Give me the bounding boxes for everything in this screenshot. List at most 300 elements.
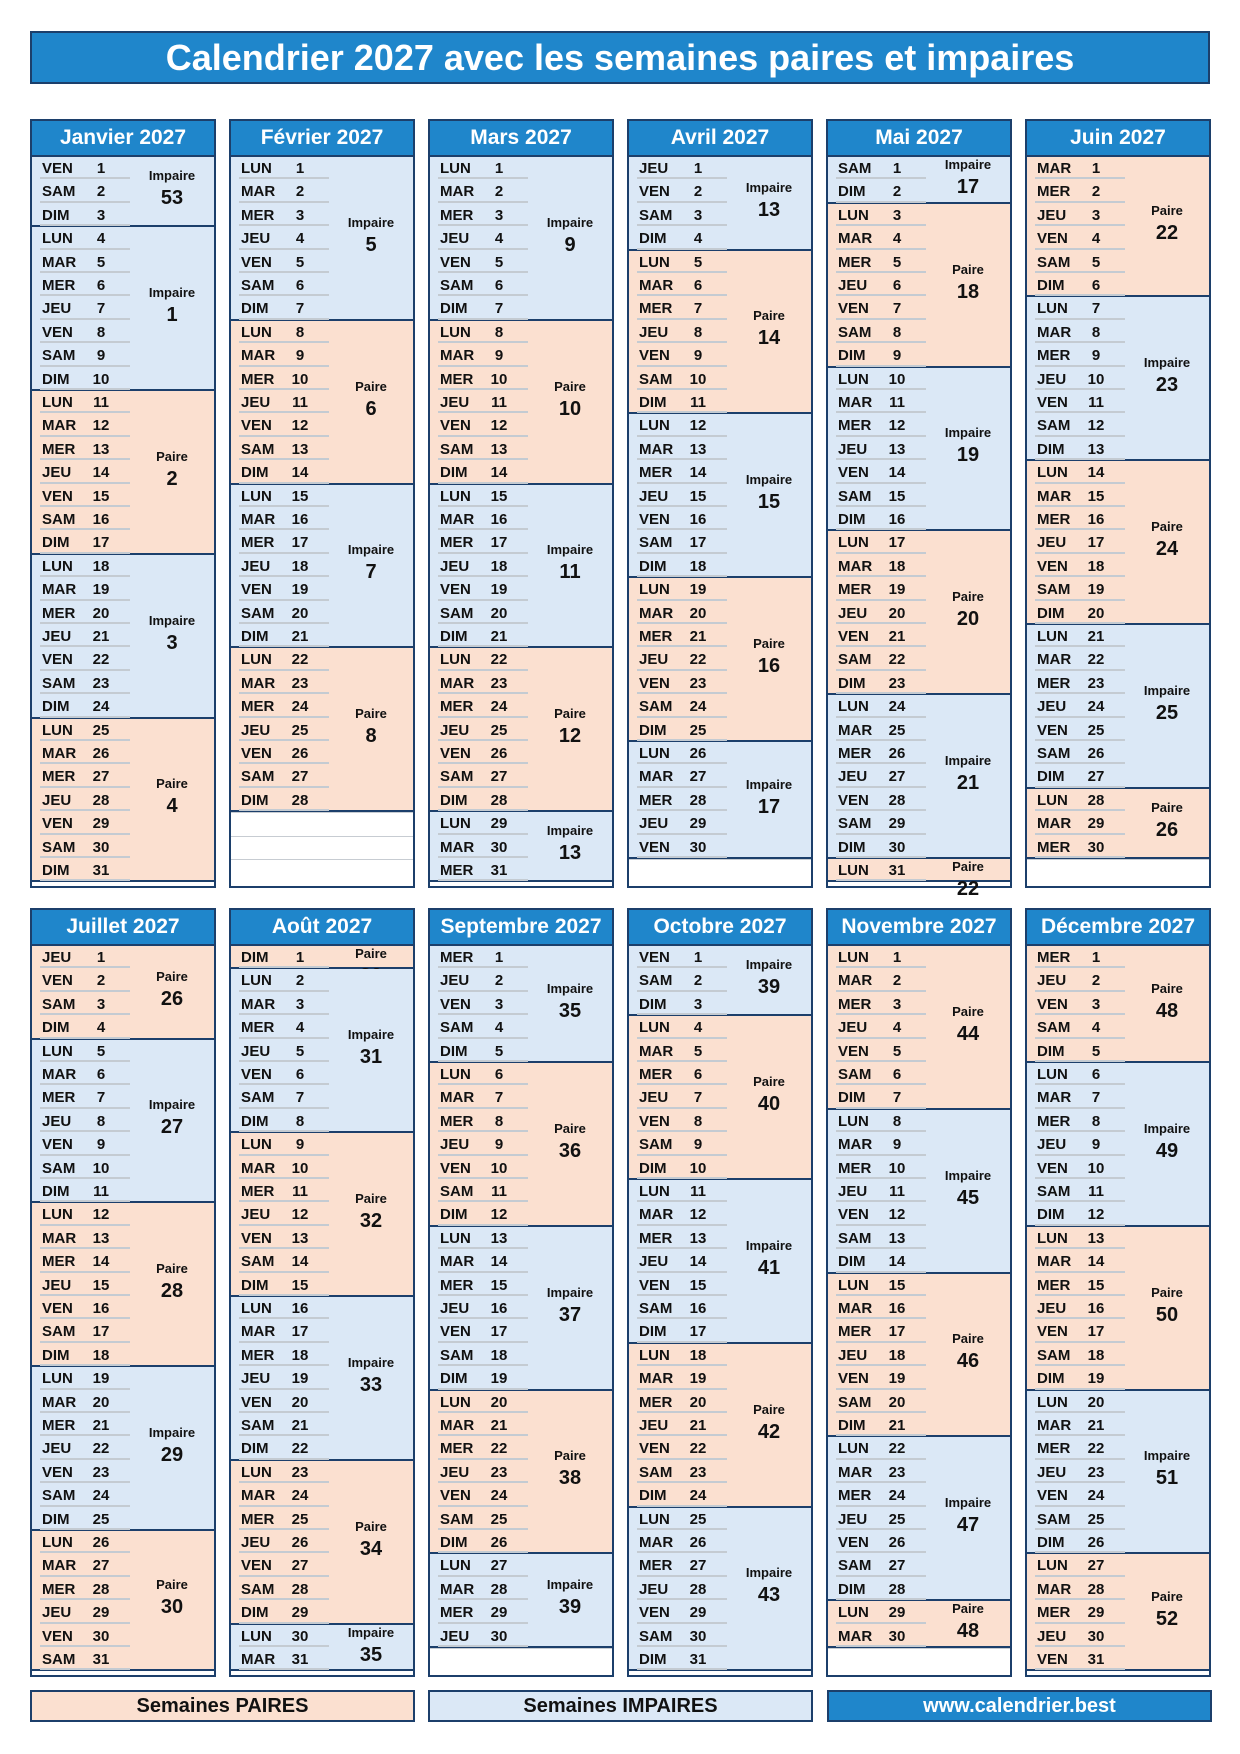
week-number: 2 — [166, 467, 178, 490]
week-parity: Paire — [554, 1120, 586, 1136]
day-number: 2 — [295, 183, 305, 201]
day-row — [1027, 1461, 1125, 1484]
day-underline — [239, 762, 329, 764]
empty-row — [231, 836, 413, 860]
day-name: MAR — [440, 1580, 475, 1598]
day-underline — [40, 575, 130, 577]
day-name: SAM — [241, 1089, 275, 1107]
day-row — [32, 1250, 130, 1273]
day-number: 26 — [490, 1533, 508, 1551]
day-row — [430, 1063, 528, 1086]
week-number: 14 — [757, 327, 781, 350]
day-number: 5 — [295, 1042, 305, 1060]
day-row — [231, 1625, 329, 1648]
day-number: 29 — [689, 815, 707, 833]
day-name: MAR — [639, 1370, 674, 1388]
day-name: MAR — [639, 440, 674, 458]
day-underline — [836, 1177, 926, 1179]
week-parity: Paire — [355, 1191, 387, 1207]
day-underline — [239, 1130, 329, 1132]
day-number: 17 — [888, 1323, 906, 1341]
day-number: 29 — [92, 815, 110, 833]
day-row — [629, 1040, 727, 1063]
day-number: 16 — [490, 1299, 508, 1317]
day-underline — [836, 1200, 926, 1202]
day-underline — [40, 1177, 130, 1179]
week-number: 17 — [956, 176, 980, 198]
day-name: VEN — [1037, 1650, 1068, 1668]
day-name: VEN — [440, 253, 471, 271]
day-number: 21 — [1087, 628, 1105, 645]
day-name: SAM — [1037, 1183, 1071, 1200]
day-name: VEN — [1037, 230, 1068, 248]
day-underline — [40, 599, 130, 601]
day-row — [32, 1086, 130, 1109]
day-number: 15 — [490, 487, 508, 505]
day-name: DIM — [440, 464, 468, 482]
week-number: 33 — [359, 1373, 383, 1396]
day-name: DIM — [42, 861, 70, 879]
day-underline — [836, 645, 926, 647]
day-row — [828, 1414, 926, 1437]
week-number: 24 — [1155, 538, 1179, 561]
day-name: SAM — [440, 768, 474, 786]
day-number: 18 — [291, 1346, 309, 1364]
day-name: JEU — [838, 276, 868, 294]
week-number: 28 — [160, 1280, 184, 1303]
day-underline — [239, 271, 329, 273]
day-number: 5 — [96, 253, 106, 271]
day-row — [32, 368, 130, 391]
week-parity: Paire — [1151, 980, 1183, 996]
day-row — [32, 1227, 130, 1250]
day-underline — [637, 318, 727, 320]
day-underline — [836, 669, 926, 671]
week-block — [231, 648, 413, 812]
day-name: LUN — [1037, 1393, 1068, 1411]
day-name: LUN — [241, 1300, 272, 1317]
day-underline — [40, 1294, 130, 1296]
day-name: MER — [440, 1276, 474, 1294]
day-number: 18 — [888, 1346, 906, 1364]
day-row — [430, 1344, 528, 1367]
day-row — [1027, 1578, 1125, 1601]
week-parity: Impaire — [347, 1027, 395, 1043]
day-underline — [239, 966, 329, 968]
day-underline — [438, 365, 528, 367]
day-row — [1027, 789, 1125, 812]
day-underline — [40, 271, 130, 273]
day-row — [231, 1016, 329, 1039]
day-name: VEN — [639, 1440, 670, 1458]
day-row — [231, 1180, 329, 1203]
week-block — [629, 578, 811, 742]
week-number: 13 — [558, 842, 582, 865]
day-name: DIM — [1037, 1206, 1065, 1224]
day-name: JEU — [241, 393, 271, 411]
day-name: VEN — [42, 1299, 73, 1317]
week-number: 16 — [757, 655, 781, 678]
day-underline — [1035, 1271, 1125, 1273]
week-label — [1125, 683, 1209, 725]
day-number: 25 — [490, 721, 508, 739]
day-row — [828, 812, 926, 835]
day-number: 4 — [892, 1019, 902, 1037]
day-name: MAR — [440, 1253, 475, 1271]
day-row — [629, 180, 727, 203]
day-number: 6 — [1091, 1066, 1101, 1083]
day-underline — [438, 1107, 528, 1109]
day-name: SAM — [639, 1300, 673, 1317]
week-number: 9 — [564, 233, 576, 256]
day-name: SAM — [639, 1627, 673, 1645]
day-underline — [40, 1575, 130, 1577]
day-row — [629, 1086, 727, 1109]
day-name: MER — [42, 1416, 76, 1434]
day-number: 24 — [689, 698, 707, 716]
day-number: 8 — [693, 1112, 703, 1130]
day-number: 20 — [888, 1393, 906, 1411]
day-name: MER — [838, 1487, 872, 1505]
week-label — [926, 1601, 1010, 1643]
day-row — [231, 1461, 329, 1484]
week-block — [1027, 625, 1209, 789]
day-number: 17 — [1087, 534, 1105, 552]
day-name: DIM — [838, 1253, 866, 1271]
week-parity: Impaire — [546, 823, 594, 839]
day-number: 11 — [1088, 393, 1104, 411]
week-parity: Impaire — [1143, 355, 1191, 371]
month-title: Mars 2027 — [430, 121, 612, 157]
week-number: 10 — [558, 397, 582, 420]
day-underline — [438, 1294, 528, 1296]
day-underline — [1035, 411, 1125, 413]
week-block — [32, 555, 214, 719]
day-underline — [239, 1083, 329, 1085]
day-name: VEN — [838, 464, 869, 482]
day-underline — [438, 879, 528, 881]
week-block — [828, 695, 1010, 859]
day-name: VEN — [241, 1557, 272, 1575]
day-number: 14 — [92, 1253, 110, 1271]
empty-row — [430, 1648, 612, 1672]
day-name: MER — [42, 1089, 76, 1107]
day-number: 21 — [490, 1416, 508, 1434]
week-parity: Paire — [156, 448, 188, 464]
website-link[interactable]: www.calendrier.best — [827, 1690, 1212, 1722]
day-name: VEN — [440, 1159, 471, 1177]
day-underline — [836, 1575, 926, 1577]
day-number: 21 — [92, 1416, 110, 1434]
day-underline — [637, 1434, 727, 1436]
day-name: MAR — [440, 1089, 475, 1107]
day-row — [231, 344, 329, 367]
day-number: 6 — [96, 1065, 106, 1083]
day-row — [629, 969, 727, 992]
day-underline — [1035, 739, 1125, 741]
day-number: 10 — [92, 370, 110, 388]
day-underline — [438, 1622, 528, 1624]
day-underline — [1035, 856, 1125, 858]
day-number: 24 — [689, 1487, 707, 1505]
day-number: 20 — [490, 604, 508, 622]
day-underline — [1035, 1458, 1125, 1460]
day-underline — [438, 1247, 528, 1249]
week-label — [130, 969, 214, 1011]
day-number: 13 — [92, 1229, 110, 1247]
day-number: 18 — [291, 557, 309, 575]
day-row — [32, 1344, 130, 1367]
day-underline — [1035, 1294, 1125, 1296]
day-name: LUN — [440, 323, 471, 341]
day-row — [231, 993, 329, 1016]
week-parity: Paire — [1151, 799, 1183, 815]
day-name: JEU — [1037, 370, 1067, 388]
day-number: 13 — [291, 1229, 309, 1247]
day-underline — [1035, 1505, 1125, 1507]
day-number: 27 — [1087, 1557, 1105, 1575]
day-underline — [1035, 786, 1125, 788]
week-number: 49 — [1155, 1139, 1179, 1162]
week-number: 32 — [359, 1210, 383, 1233]
day-row — [629, 1297, 727, 1320]
week-parity: Paire — [753, 1074, 785, 1090]
week-parity: Paire — [1151, 1588, 1183, 1604]
day-underline — [40, 1481, 130, 1483]
day-row — [32, 765, 130, 788]
day-row — [629, 1016, 727, 1039]
day-underline — [836, 1622, 926, 1624]
week-label — [926, 1168, 1010, 1210]
day-number: 27 — [888, 1557, 906, 1575]
day-name: SAM — [241, 1253, 275, 1271]
week-number: 47 — [956, 1514, 980, 1537]
day-underline — [239, 1481, 329, 1483]
day-underline — [239, 528, 329, 530]
day-row — [231, 1344, 329, 1367]
day-number: 11 — [93, 394, 109, 411]
week-parity: Impaire — [546, 214, 594, 230]
week-parity: Paire — [1151, 519, 1183, 535]
day-underline — [239, 786, 329, 788]
empty-row — [629, 859, 811, 883]
week-label — [1125, 981, 1209, 1023]
week-block — [430, 812, 612, 882]
day-underline — [438, 1083, 528, 1085]
day-underline — [438, 341, 528, 343]
day-number: 8 — [96, 1112, 106, 1130]
day-row — [1027, 1297, 1125, 1320]
day-row — [430, 1040, 528, 1063]
day-underline — [836, 716, 926, 718]
day-underline — [438, 1154, 528, 1156]
day-name: MER — [42, 604, 76, 622]
day-underline — [1035, 1060, 1125, 1062]
day-row — [828, 1508, 926, 1531]
day-underline — [836, 435, 926, 437]
day-number: 13 — [888, 1229, 906, 1247]
day-underline — [438, 271, 528, 273]
day-name: MER — [639, 464, 673, 482]
day-row — [430, 1461, 528, 1484]
day-number: 18 — [1087, 557, 1105, 575]
day-number: 16 — [1087, 1299, 1105, 1317]
day-underline — [836, 177, 926, 179]
day-row — [32, 157, 130, 180]
day-row — [629, 695, 727, 718]
day-row — [828, 1110, 926, 1133]
day-number: 30 — [1087, 838, 1105, 856]
day-row — [629, 765, 727, 788]
day-number: 16 — [92, 511, 110, 528]
day-number: 25 — [689, 1510, 707, 1528]
day-underline — [1035, 248, 1125, 250]
day-number: 18 — [1087, 1346, 1105, 1364]
day-number: 9 — [295, 1136, 305, 1154]
week-block — [629, 946, 811, 1016]
day-row — [828, 555, 926, 578]
day-row — [828, 1086, 926, 1109]
day-name: LUN — [440, 1557, 471, 1575]
day-row — [231, 765, 329, 788]
month-1 — [30, 119, 216, 888]
day-name: JEU — [241, 721, 271, 739]
day-row — [231, 414, 329, 437]
day-number: 10 — [92, 1159, 110, 1177]
day-name: SAM — [241, 768, 275, 786]
day-underline — [637, 435, 727, 437]
day-underline — [239, 1200, 329, 1202]
day-number: 7 — [892, 1089, 902, 1107]
day-row — [828, 1554, 926, 1577]
day-row — [430, 321, 528, 344]
day-underline — [40, 1668, 130, 1670]
day-row — [32, 1437, 130, 1460]
day-number: 17 — [689, 534, 707, 552]
day-row — [32, 251, 130, 274]
day-name: MAR — [241, 183, 276, 201]
day-row — [1027, 508, 1125, 531]
day-row — [1027, 1157, 1125, 1180]
day-underline — [1035, 552, 1125, 554]
day-name: MAR — [440, 183, 475, 201]
day-underline — [836, 762, 926, 764]
day-name: DIM — [1037, 277, 1065, 294]
day-underline — [1035, 575, 1125, 577]
day-row — [231, 274, 329, 297]
day-row — [828, 391, 926, 414]
week-label — [528, 215, 612, 257]
week-label — [130, 449, 214, 491]
day-number: 25 — [1087, 1510, 1105, 1528]
day-underline — [40, 1013, 130, 1015]
day-name: MER — [838, 417, 872, 435]
day-name: DIM — [440, 1533, 468, 1551]
day-underline — [1035, 1434, 1125, 1436]
day-name: VEN — [241, 1065, 272, 1083]
day-row — [32, 555, 130, 578]
day-name: JEU — [241, 557, 271, 575]
week-label — [926, 262, 1010, 304]
day-name: DIM — [1037, 604, 1065, 622]
day-number: 13 — [689, 1229, 707, 1247]
day-row — [430, 1157, 528, 1180]
day-underline — [40, 1154, 130, 1156]
day-underline — [239, 224, 329, 226]
week-block — [828, 531, 1010, 695]
day-underline — [1035, 435, 1125, 437]
empty-row — [231, 812, 413, 836]
week-block — [629, 1508, 811, 1672]
day-underline — [40, 201, 130, 203]
day-underline — [40, 1130, 130, 1132]
day-underline — [1035, 1130, 1125, 1132]
day-number: 1 — [892, 949, 902, 966]
day-row — [32, 227, 130, 250]
day-underline — [40, 716, 130, 718]
day-name: MAR — [241, 674, 276, 692]
day-underline — [40, 1622, 130, 1624]
day-name: MAR — [440, 838, 475, 856]
day-number: 28 — [291, 791, 309, 809]
day-number: 22 — [689, 651, 707, 669]
day-name: JEU — [42, 1112, 72, 1130]
day-name: LUN — [838, 862, 869, 879]
day-number: 16 — [1087, 510, 1105, 528]
day-name: SAM — [1037, 745, 1071, 762]
day-row — [231, 1601, 329, 1624]
day-row — [430, 719, 528, 742]
day-number: 23 — [888, 1463, 906, 1481]
month-title: Janvier 2027 — [32, 121, 214, 157]
day-row — [1027, 555, 1125, 578]
day-name: JEU — [42, 1604, 72, 1622]
day-underline — [40, 177, 130, 179]
day-name: DIM — [241, 1276, 269, 1294]
day-underline — [239, 1060, 329, 1062]
day-name: MAR — [440, 1416, 475, 1434]
day-name: DIM — [639, 1159, 667, 1177]
day-underline — [40, 528, 130, 530]
week-block — [828, 946, 1010, 1110]
day-name: MAR — [241, 995, 276, 1013]
day-underline — [438, 575, 528, 577]
day-number: 13 — [490, 1229, 508, 1247]
day-number: 27 — [689, 1557, 707, 1575]
day-number: 27 — [291, 768, 309, 786]
day-underline — [438, 388, 528, 390]
day-row — [32, 297, 130, 320]
day-number: 24 — [291, 698, 309, 716]
week-parity: Impaire — [745, 179, 793, 195]
day-row — [1027, 1227, 1125, 1250]
day-underline — [637, 599, 727, 601]
day-underline — [40, 1341, 130, 1343]
day-row — [629, 274, 727, 297]
day-row — [828, 531, 926, 554]
day-underline — [1035, 458, 1125, 460]
day-number: 6 — [1091, 277, 1101, 294]
day-row — [629, 1320, 727, 1343]
week-label — [727, 1402, 811, 1444]
day-underline — [836, 856, 926, 858]
week-label — [130, 285, 214, 327]
day-number: 18 — [888, 557, 906, 575]
day-number: 14 — [92, 464, 110, 482]
day-row — [1027, 765, 1125, 788]
day-row — [1027, 993, 1125, 1016]
day-number: 2 — [892, 972, 902, 990]
